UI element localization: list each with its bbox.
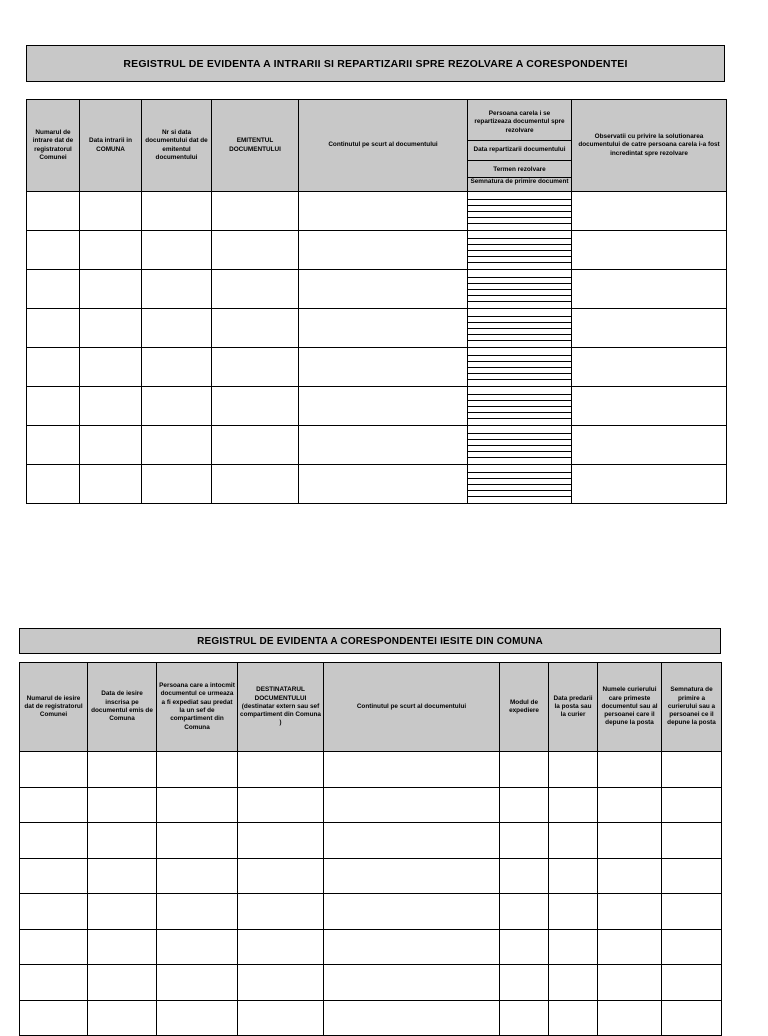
form-cell[interactable]: [157, 858, 238, 894]
form-cell[interactable]: [142, 270, 212, 309]
form-cell[interactable]: [572, 192, 727, 231]
table-row: [20, 787, 722, 823]
form-cell[interactable]: [598, 929, 662, 965]
col-header-assignment-date: Data repartizarii documentului: [468, 141, 571, 161]
header-row: [20, 663, 722, 752]
col-header-receipt-signature: Semnatura de primire document: [470, 178, 569, 186]
form-cell[interactable]: [572, 270, 727, 309]
form-cell[interactable]: [468, 387, 572, 426]
form-cell[interactable]: [598, 965, 662, 1001]
form-cell[interactable]: [572, 231, 727, 270]
col-header-deadline: Termen rezolvare: [468, 161, 571, 178]
form-cell[interactable]: [20, 752, 88, 788]
form-cell[interactable]: [238, 787, 324, 823]
form-cell[interactable]: [662, 823, 722, 859]
form-cell[interactable]: [142, 309, 212, 348]
col-header-courier-signature: Semnatura de primire a curierului sau a persoanei ce il depune la posta: [662, 663, 722, 752]
form-cell[interactable]: [238, 1000, 324, 1036]
col-header-content: Continutul pe scurt al documentului: [299, 100, 468, 192]
form-cell[interactable]: [88, 929, 157, 965]
form-cell[interactable]: [27, 270, 80, 309]
col-header-entry-number: Numarul de intrare dat de registratorul Comunei: [27, 100, 80, 192]
form-cell[interactable]: [299, 231, 468, 270]
form-cell[interactable]: [20, 965, 88, 1001]
form-cell[interactable]: [238, 929, 324, 965]
form-cell[interactable]: [157, 1000, 238, 1036]
form-cell[interactable]: [500, 823, 549, 859]
form-cell[interactable]: [468, 426, 572, 465]
form-cell[interactable]: [27, 348, 80, 387]
form-cell[interactable]: [20, 787, 88, 823]
table-row: [27, 348, 727, 387]
table-row: [20, 965, 722, 1001]
form-cell[interactable]: [549, 858, 598, 894]
header-row: [27, 100, 727, 192]
form-cell[interactable]: [572, 426, 727, 465]
form-cell[interactable]: [324, 894, 500, 930]
form-cell[interactable]: [27, 309, 80, 348]
form-cell[interactable]: [157, 965, 238, 1001]
col-header-entry-date: Data intrarii in COMUNA: [80, 100, 142, 192]
form-cell[interactable]: [662, 894, 722, 930]
col-header-issuer-number-date: Nr si data documentului dat de emitentul documentului: [142, 100, 212, 192]
form-cell[interactable]: [142, 426, 212, 465]
form-cell[interactable]: [662, 787, 722, 823]
form-cell[interactable]: [27, 465, 80, 504]
form-cell[interactable]: [238, 752, 324, 788]
table-row: [27, 387, 727, 426]
form-cell[interactable]: [662, 965, 722, 1001]
form-cell[interactable]: [212, 231, 299, 270]
form-cell[interactable]: [324, 787, 500, 823]
form-cell[interactable]: [27, 426, 80, 465]
table-row: [27, 309, 727, 348]
form-cell[interactable]: [468, 231, 572, 270]
form-cell[interactable]: [598, 858, 662, 894]
form-cell[interactable]: [212, 192, 299, 231]
form-cell[interactable]: [500, 929, 549, 965]
form-cell[interactable]: [212, 309, 299, 348]
form-cell[interactable]: [598, 823, 662, 859]
form-cell[interactable]: [572, 348, 727, 387]
form-cell[interactable]: [20, 894, 88, 930]
form-cell[interactable]: [299, 426, 468, 465]
form-cell[interactable]: [80, 192, 142, 231]
col-header-issuer: EMITENTUL DOCUMENTULUI: [212, 100, 299, 192]
form-cell[interactable]: [324, 929, 500, 965]
form-cell[interactable]: [88, 823, 157, 859]
form-cell[interactable]: [80, 465, 142, 504]
form-cell[interactable]: [80, 426, 142, 465]
form-cell[interactable]: [157, 752, 238, 788]
form-cell[interactable]: [324, 823, 500, 859]
form-cell[interactable]: [500, 1000, 549, 1036]
form-cell[interactable]: [299, 465, 468, 504]
form-cell[interactable]: [662, 929, 722, 965]
col-header-exit-date: Data de iesire inscrisa pe documentul emis de Comuna: [88, 663, 157, 752]
form-cell[interactable]: [80, 270, 142, 309]
form-cell[interactable]: [212, 270, 299, 309]
form-cell[interactable]: [468, 465, 572, 504]
form-cell[interactable]: [27, 387, 80, 426]
form-cell[interactable]: [299, 192, 468, 231]
table-row: [27, 270, 727, 309]
form-cell[interactable]: [212, 426, 299, 465]
form-cell[interactable]: [80, 309, 142, 348]
col-header-assigned-person: Persoana carela i se repartizeaza documentul spre rezolvare: [468, 105, 571, 141]
col-header-exit-number: Numarul de iesire dat de registratorul Comunei: [20, 663, 88, 752]
table-row: [20, 1000, 722, 1036]
form-cell[interactable]: [572, 465, 727, 504]
form-cell[interactable]: [157, 929, 238, 965]
form-cell[interactable]: [324, 752, 500, 788]
col-header-assignment-group: [468, 100, 572, 192]
form-cell[interactable]: [468, 348, 572, 387]
col-header-observations: Observatii cu privire la solutionarea documentului de catre persoana carela i-a fost incredintat spre rezolvare: [572, 100, 727, 192]
form-cell[interactable]: [468, 270, 572, 309]
form-cell[interactable]: [500, 752, 549, 788]
col-header-content: Continutul pe scurt al documentului: [324, 663, 500, 752]
form-cell[interactable]: [157, 894, 238, 930]
form-cell[interactable]: [142, 192, 212, 231]
col-header-handover-date: Data predarii la posta sau la curier: [549, 663, 598, 752]
form-cell[interactable]: [212, 348, 299, 387]
form-cell[interactable]: [20, 858, 88, 894]
table-row: [27, 231, 727, 270]
form-cell[interactable]: [549, 1000, 598, 1036]
form-cell[interactable]: [500, 965, 549, 1001]
col-header-author: Persoana care a intocmit documentul ce urmeaza a fi expediat sau predat la un sef de compartiment din Comuna: [157, 663, 238, 752]
form-cell[interactable]: [212, 387, 299, 426]
form-cell[interactable]: [142, 387, 212, 426]
form-cell[interactable]: [549, 965, 598, 1001]
form-cell[interactable]: [299, 387, 468, 426]
form-cell[interactable]: [662, 1000, 722, 1036]
form-cell[interactable]: [238, 823, 324, 859]
form-cell[interactable]: [662, 858, 722, 894]
table-row: [20, 752, 722, 788]
registry-out-title: REGISTRUL DE EVIDENTA A CORESPONDENTEI IESITE DIN COMUNA: [19, 628, 721, 654]
form-cell[interactable]: [549, 752, 598, 788]
form-cell[interactable]: [299, 270, 468, 309]
form-cell[interactable]: [598, 894, 662, 930]
form-cell[interactable]: [88, 752, 157, 788]
form-cell[interactable]: [549, 929, 598, 965]
form-cell[interactable]: [468, 309, 572, 348]
form-cell[interactable]: [572, 387, 727, 426]
form-cell[interactable]: [324, 858, 500, 894]
col-header-recipient: DESTINATARUL DOCUMENTULUI (destinatar extern sau sef compartiment din Comuna ): [238, 663, 324, 752]
form-cell[interactable]: [88, 858, 157, 894]
form-cell[interactable]: [20, 929, 88, 965]
form-cell[interactable]: [598, 752, 662, 788]
table-row: [20, 823, 722, 859]
form-cell[interactable]: [500, 787, 549, 823]
col-header-dispatch-mode: Modul de expediere: [500, 663, 549, 752]
form-cell[interactable]: [80, 231, 142, 270]
form-cell[interactable]: [324, 965, 500, 1001]
form-cell[interactable]: [88, 787, 157, 823]
table-row: [20, 894, 722, 930]
form-cell[interactable]: [157, 787, 238, 823]
form-cell[interactable]: [299, 348, 468, 387]
form-cell[interactable]: [88, 1000, 157, 1036]
form-cell[interactable]: [662, 752, 722, 788]
form-cell[interactable]: [238, 858, 324, 894]
form-cell[interactable]: [80, 387, 142, 426]
form-cell[interactable]: [500, 894, 549, 930]
col-header-courier-name: Numele curierului care primeste documentul sau al persoanei care il depune la posta: [598, 663, 662, 752]
table-row: [27, 192, 727, 231]
form-cell[interactable]: [20, 1000, 88, 1036]
form-cell[interactable]: [157, 823, 238, 859]
form-cell[interactable]: [549, 894, 598, 930]
table-row: [27, 465, 727, 504]
registry-out-table: [19, 662, 722, 1036]
form-cell[interactable]: [500, 858, 549, 894]
form-cell[interactable]: [142, 465, 212, 504]
form-cell[interactable]: [142, 348, 212, 387]
form-cell[interactable]: [598, 787, 662, 823]
form-cell[interactable]: [27, 231, 80, 270]
form-cell[interactable]: [238, 894, 324, 930]
form-cell[interactable]: [324, 1000, 500, 1036]
form-cell[interactable]: [20, 823, 88, 859]
form-cell[interactable]: [549, 823, 598, 859]
form-cell[interactable]: [212, 465, 299, 504]
form-cell[interactable]: [549, 787, 598, 823]
form-cell[interactable]: [572, 309, 727, 348]
form-cell[interactable]: [238, 965, 324, 1001]
table-row: [20, 858, 722, 894]
form-cell[interactable]: [142, 231, 212, 270]
form-cell[interactable]: [88, 894, 157, 930]
form-cell[interactable]: [27, 192, 80, 231]
table-row: [27, 426, 727, 465]
registry-in-title: REGISTRUL DE EVIDENTA A INTRARII SI REPARTIZARII SPRE REZOLVARE A CORESPONDENTEI: [26, 45, 725, 82]
registry-in-table: [26, 99, 727, 504]
table-row: [20, 929, 722, 965]
form-cell[interactable]: [80, 348, 142, 387]
form-cell[interactable]: [88, 965, 157, 1001]
form-cell[interactable]: [468, 192, 572, 231]
form-cell[interactable]: [299, 309, 468, 348]
form-cell[interactable]: [598, 1000, 662, 1036]
